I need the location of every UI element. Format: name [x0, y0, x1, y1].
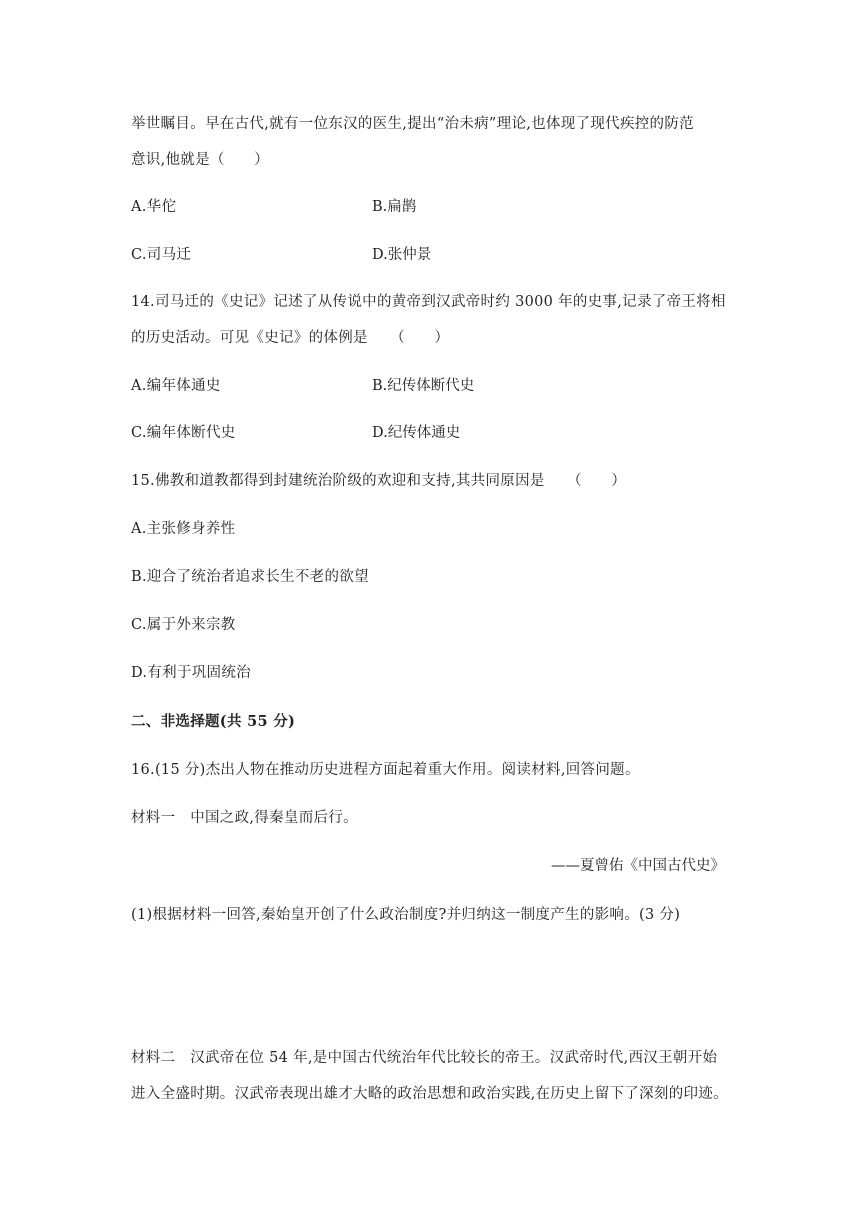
q14-stem-line2: 的历史活动。可见《史记》的体例是 （ ）	[131, 330, 450, 346]
q14-option-c: C.编年体断代史	[131, 425, 236, 441]
q14-option-a: A.编年体通史	[131, 378, 221, 394]
q16-subquestion1: (1)根据材料一回答,秦始皇开创了什么政治制度?并归纳这一制度产生的影响。(3 分)	[131, 907, 681, 923]
q13-stem-line2: 意识,他就是（ ）	[131, 152, 270, 168]
q15-option-a: A.主张修身养性	[131, 521, 236, 537]
q13-option-a: A.华佗	[131, 199, 177, 215]
q13-option-d: D.张仲景	[372, 247, 432, 263]
q16-material2-line2: 进入全盛时期。汉武帝表现出雄才大略的政治思想和政治实践,在历史上留下了深刻的印迹。	[131, 1086, 728, 1102]
q16-material1: 材料一 中国之政,得秦皇而后行。	[131, 810, 358, 826]
q13-option-b: B.扁鹊	[372, 199, 417, 215]
q15-option-c: C.属于外来宗教	[131, 617, 236, 633]
q14-option-b: B.纪传体断代史	[372, 378, 475, 394]
q14-stem-line1: 14.司马迁的《史记》记述了从传说中的黄帝到汉武帝时约 3000 年的史事,记录了帝王将相	[131, 294, 726, 310]
q13-option-c: C.司马迁	[131, 247, 192, 263]
q16-material2-line1: 材料二 汉武帝在位 54 年,是中国古代统治年代比较长的帝王。汉武帝时代,西汉王朝开始	[131, 1050, 718, 1066]
q15-option-d: D.有利于巩固统治	[131, 665, 251, 681]
q15-option-b: B.迎合了统治者追求长生不老的欲望	[131, 569, 369, 585]
q16-stem: 16.(15 分)杰出人物在推动历史进程方面起着重大作用。阅读材料,回答问题。	[131, 762, 640, 778]
q15-stem: 15.佛教和道教都得到封建统治阶级的欢迎和支持,其共同原因是 （ ）	[131, 473, 627, 489]
section-heading-non-choice: 二、非选择题(共 55 分)	[131, 713, 296, 730]
q13-stem-line1: 举世瞩目。早在古代,就有一位东汉的医生,提出“治未病”理论,也体现了现代疾控的防范	[131, 116, 694, 132]
q16-material1-source: ——夏曾佑《中国古代史》	[551, 858, 725, 874]
q14-option-d: D.纪传体通史	[372, 425, 461, 441]
